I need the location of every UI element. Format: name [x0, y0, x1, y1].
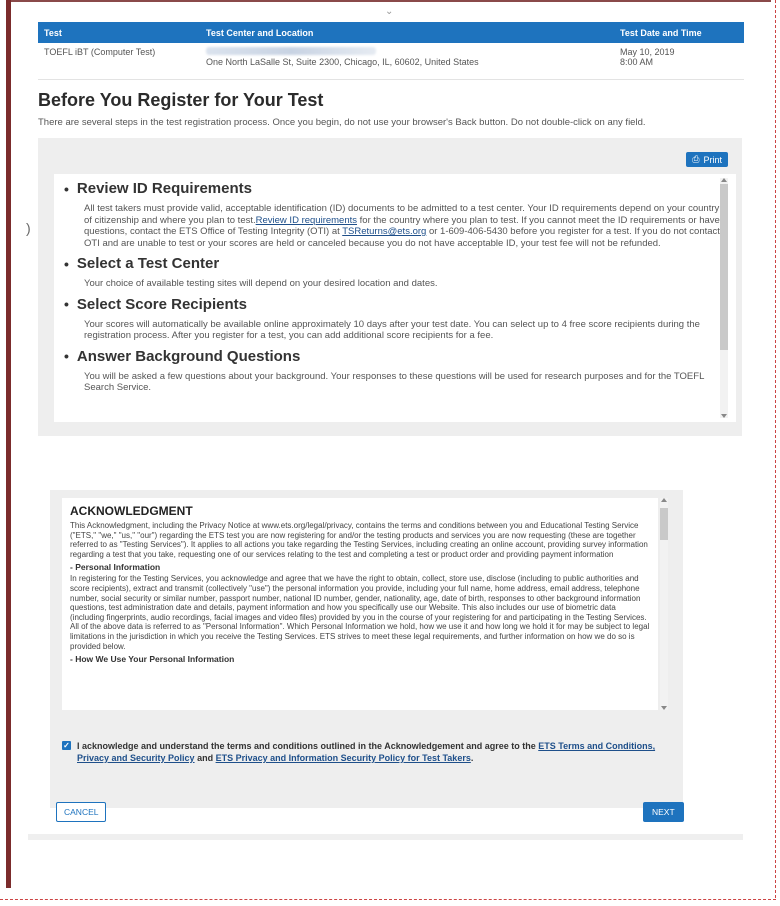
- agree-text: and: [194, 753, 216, 763]
- bullet-icon: •: [64, 180, 69, 197]
- column-header-test: Test: [38, 22, 200, 43]
- ack-subheading: - Personal Information: [70, 562, 161, 573]
- privacy-policy-link[interactable]: ETS Privacy and Information Security Policy for Test Takers: [215, 753, 471, 763]
- step-title-id: [64, 180, 726, 197]
- scroll-down-icon[interactable]: [661, 706, 667, 710]
- dashed-border-right: [775, 0, 776, 898]
- step-title-text: Answer Background Questions: [76, 347, 301, 365]
- print-button[interactable]: [686, 152, 728, 167]
- step-text: All test takers must provide valid, acceptable identification (ID) documents to be admitted to a test center. Your ID requirements depend on your country of citizenship and where you plan to test.: [84, 203, 720, 226]
- review-id-link[interactable]: Review ID requirements: [255, 214, 358, 226]
- agree-text: I acknowledge and understand the terms and conditions outlined in the Acknowledgement and agree to the: [77, 741, 539, 751]
- ack-paragraph: In registering for the Testing Services, you acknowledge and agree that we have the right to obtain, collect, store use, disclose (including to public authorities and score recipients), extract and transmit (collectively "use") the personal information you provide, including your full name, home address, email address, telephone number, social security or similar number, passport number, national ID number, gender, nationality, age, date of birth, responses to other background information questions, test administration date and details, payment information and how you specifically use our Website. This also includes our use of biometric data (including fingerprints, audio recordings, facial images and video files) provided by you in the course of your registering for and participating in the Testing Services. All of the above data is referred to as "Personal Information". Which Personal Information we hold, how we use it and how long we hold it for may be subject to legal limitations in the jurisdiction in which you receive the Testing Services. ETS strives to meet these legal requirements, and further information on how we do so is provided below.: [70, 574, 650, 651]
- footer-bar: [28, 834, 743, 840]
- test-date-cell: [614, 43, 744, 80]
- left-border: [6, 0, 11, 888]
- steps-panel: [38, 138, 742, 436]
- oti-email-link[interactable]: TSReturns@ets.org: [342, 226, 427, 237]
- scroll-down-icon[interactable]: [721, 414, 727, 418]
- scroll-up-icon[interactable]: [721, 178, 727, 182]
- scrollbar-thumb[interactable]: [660, 508, 668, 540]
- step-title-scores: [64, 296, 726, 313]
- printer-icon: ⎙: [692, 154, 700, 164]
- agree-checkbox[interactable]: ✓: [63, 741, 70, 750]
- step-body-scores: Your scores will automatically be available online approximately 10 days after your test date. You can select up to 4 free score recipients during the registration process. After you register for a test, you can add additional score recipients for a fee.: [84, 318, 700, 341]
- scroll-up-icon[interactable]: [661, 498, 667, 502]
- step-title-center: [64, 255, 726, 272]
- table-row: [38, 43, 744, 80]
- cancel-button[interactable]: CANCEL: [56, 802, 106, 822]
- acknowledgment-box: [62, 498, 658, 710]
- print-label: Print: [703, 154, 722, 165]
- step-text: for the country where you plan to test. If you cannot meet the ID requirements or have questions, contact the ETS Office of Testing Integrity (OTI) at: [84, 214, 720, 237]
- chevron-down-icon: ⌄: [385, 6, 394, 17]
- bullet-icon: •: [64, 255, 69, 272]
- step-title-background: [64, 348, 726, 365]
- terms-link[interactable]: ETS Terms and Conditions, Privacy and Security Policy: [77, 741, 656, 763]
- test-date: May 10, 2019: [620, 47, 675, 57]
- step-body-center: Your choice of available testing sites will depend on your desired location and dates.: [84, 278, 438, 289]
- steps-content: [54, 174, 736, 422]
- step-title-text: Select a Test Center: [76, 255, 220, 272]
- column-header-location: Test Center and Location: [200, 22, 614, 43]
- test-center-cell: [200, 43, 614, 80]
- step-body-id: [64, 203, 726, 249]
- test-name: TOEFL iBT (Computer Test): [38, 43, 200, 80]
- step-body-background: You will be asked a few questions about your background. Your responses to these questions will be used for research purposes and for the TOEFL Search Service.: [84, 370, 704, 393]
- ack-title: ACKNOWLEDGMENT: [70, 504, 193, 518]
- agree-row: [62, 740, 672, 764]
- ack-scrollbar[interactable]: [660, 498, 668, 710]
- next-button[interactable]: NEXT: [643, 802, 684, 822]
- table-header-row: [38, 22, 744, 43]
- step-title-text: Select Score Recipients: [76, 295, 247, 313]
- top-border: [11, 0, 771, 2]
- steps-scrollbar[interactable]: [720, 178, 728, 418]
- dashed-border-bottom: [0, 899, 776, 900]
- redacted-center-name: [206, 47, 376, 55]
- bullet-icon: •: [64, 348, 69, 364]
- scrollbar-thumb[interactable]: [720, 184, 728, 350]
- ack-subheading: - How We Use Your Personal Information: [70, 654, 235, 665]
- step-text: or 1-609-406-5430 before you register for a test. If you do not contact OTI and are unable to test or your scores are held or canceled because you do not have acceptable ID, your test fee will not be refunded.: [84, 226, 720, 249]
- agree-text: .: [470, 753, 474, 763]
- test-summary-table: [38, 22, 744, 80]
- column-header-date: Test Date and Time: [614, 22, 744, 43]
- test-center-address: One North LaSalle St, Suite 2300, Chicago, IL, 60602, United States: [206, 57, 479, 67]
- bullet-icon: •: [64, 296, 69, 312]
- ack-paragraph: This Acknowledgment, including the Privacy Notice at www.ets.org/legal/privacy, contains the terms and conditions between you and Educational Testing Service ("ETS," "we," "us," "our") regarding the ETS test you are now registering for and/or the testing products and services you are now requesting (these are together referred to as "Testing Services"). It applies to all actions you take regarding the Testing Services, including creating an online account, providing survey information regarding a test that you take, requesting one of our services relating to the test and completing a test or product order and providing payment information: [70, 521, 648, 559]
- step-title-text: Review ID Requirements: [76, 180, 252, 197]
- page-title: Before You Register for Your Test: [38, 90, 324, 110]
- test-time: 8:00 AM: [620, 57, 654, 67]
- acknowledgment-panel: [50, 490, 683, 808]
- intro-text: There are several steps in the test registration process. Once you begin, do not use your browser's Back button. Do not double-click on any field.: [38, 117, 646, 128]
- agree-text-wrap: [77, 740, 672, 764]
- side-handle-icon: ): [26, 220, 31, 236]
